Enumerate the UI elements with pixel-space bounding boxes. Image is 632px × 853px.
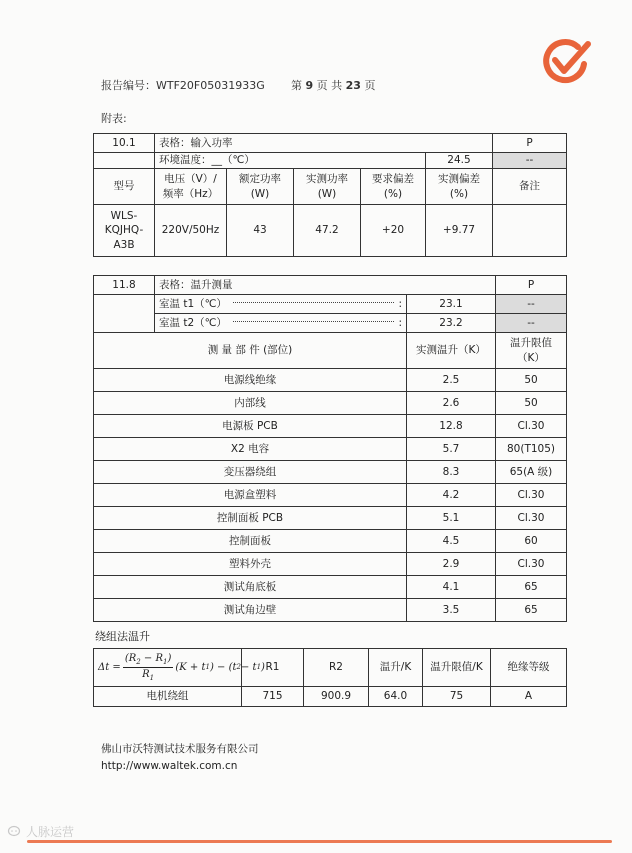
verdict: P — [493, 134, 567, 153]
watermark — [8, 823, 74, 840]
measured-rise: 4.5 — [407, 530, 496, 553]
report-number: WTF20F05031933G — [156, 79, 265, 92]
measured-deviation-value: +9.77 — [426, 205, 493, 257]
rise-limit: 80(T105) — [496, 438, 567, 461]
header-r1: R1 — [242, 649, 304, 687]
report-number-label: 报告编号： — [101, 79, 156, 92]
winding-formula: Δt = $\frac{(R_2 - R_1)}{R_1}$ (K + t 1 ) − (t 2 − t 1 ) — [94, 649, 242, 687]
ambient-temp-value: 24.5 — [426, 153, 493, 169]
table-row — [94, 392, 567, 415]
page-total: 23 — [345, 79, 361, 92]
table-row — [94, 599, 567, 622]
table-title: 表格：输入功率 — [155, 134, 493, 153]
header-rated-power: 额定功率 (W) — [227, 169, 294, 205]
measured-rise: 5.7 — [407, 438, 496, 461]
waltek-logo-icon — [540, 38, 594, 84]
table-row — [94, 576, 567, 599]
ambient-verdict: -- — [493, 153, 567, 169]
part-name: 电源板 PCB — [94, 415, 407, 438]
rise-limit: Cl.30 — [496, 507, 567, 530]
room-temp-t1-verdict: -- — [496, 295, 567, 314]
measured-rise: 5.1 — [407, 507, 496, 530]
table-row — [94, 553, 567, 576]
part-name: 测试角底板 — [94, 576, 407, 599]
page-indicator: 第 9 页 共 23 页 — [291, 79, 376, 92]
table-row — [94, 507, 567, 530]
rise-limit: 50 — [496, 369, 567, 392]
measured-rise: 4.2 — [407, 484, 496, 507]
chat-bubble-icon — [8, 826, 22, 838]
rise-limit: 60 — [496, 530, 567, 553]
header-rise: 温升/K — [369, 649, 423, 687]
header-insulation-class: 绝缘等级 — [491, 649, 567, 687]
table-row — [94, 369, 567, 392]
measured-rise: 4.1 — [407, 576, 496, 599]
winding-method-title: 绕组法温升 — [95, 630, 150, 643]
rise-limit: Cl.30 — [496, 415, 567, 438]
part-name: 测试角边壁 — [94, 599, 407, 622]
appendix-label: 附表: — [101, 112, 127, 125]
room-temp-t2-value: 23.2 — [407, 314, 496, 333]
limit-value: 75 — [423, 687, 491, 707]
bottom-accent-bar — [27, 840, 612, 843]
required-deviation-value: +20 — [361, 205, 426, 257]
measured-rise: 2.6 — [407, 392, 496, 415]
table-row — [94, 461, 567, 484]
rise-limit: 50 — [496, 392, 567, 415]
table-row — [94, 484, 567, 507]
room-temp-t2-label: 室温 t2（℃） — [159, 316, 227, 329]
page-current: 9 — [305, 79, 314, 92]
footer — [101, 741, 259, 775]
temperature-rise-table: 11.8 表格：温升测量 P 室温 t1（℃） : 23.1 -- 室温 t2（℃） : 23.2 -- 测 量 部 件 (部位) 实测温升（K） 温升限值（K） 电源线绝缘 2.5 50 内部线 2.6 50 电源板 PCB 12.8 Cl.30 X2 电容 5.7 80(T105) 变压器绕组 8.3 65(A 级) 电源盒塑料 4.2 Cl.30 控制面板 PCB 5.1 Cl.30 控制面板 4.5 60 塑料外壳 2.9 Cl.30 测试角底板 4.1 65 测试角边壁 3.5 65 — [93, 275, 567, 622]
table-row — [94, 438, 567, 461]
part-name: 控制面板 PCB — [94, 507, 407, 530]
rise-limit: 65 — [496, 599, 567, 622]
header-model: 型号 — [94, 169, 155, 205]
header-part: 测 量 部 件 (部位) — [94, 333, 407, 369]
part-name: 内部线 — [94, 392, 407, 415]
header-r2: R2 — [304, 649, 369, 687]
watermark-text: 人脉运营 — [26, 825, 75, 839]
header-remarks: 备注 — [493, 169, 567, 205]
measured-rise: 2.9 — [407, 553, 496, 576]
part-name: 电源线绝缘 — [94, 369, 407, 392]
room-temp-t1-value: 23.1 — [407, 295, 496, 314]
report-header — [101, 77, 376, 93]
header-limit: 温升限值/K — [423, 649, 491, 687]
header-measured-deviation: 实测偏差 (%) — [426, 169, 493, 205]
part-name: 塑料外壳 — [94, 553, 407, 576]
header-measured-rise: 实测温升（K） — [407, 333, 496, 369]
measured-rise: 12.8 — [407, 415, 496, 438]
part-name: X2 电容 — [94, 438, 407, 461]
input-power-table — [93, 133, 567, 257]
company-name: 佛山市沃特测试技术服务有限公司 — [101, 743, 259, 755]
ambient-temp-label: 环境温度：__（℃） — [155, 153, 426, 169]
header-measured-power: 实测功率 (W) — [294, 169, 361, 205]
clause-number: 11.8 — [94, 276, 155, 295]
header-required-deviation: 要求偏差 (%) — [361, 169, 426, 205]
clause-number: 10.1 — [94, 134, 155, 153]
measured-power-value: 47.2 — [294, 205, 361, 257]
company-url[interactable]: http://www.waltek.com.cn — [101, 760, 238, 772]
verdict: P — [496, 276, 567, 295]
rise-limit: Cl.30 — [496, 553, 567, 576]
measured-rise: 8.3 — [407, 461, 496, 484]
rise-limit: 65 — [496, 576, 567, 599]
remarks-value — [493, 205, 567, 257]
table-row — [94, 530, 567, 553]
table-title: 表格：温升测量 — [155, 276, 496, 295]
rise-limit: Cl.30 — [496, 484, 567, 507]
model-value: WLS-KQJHQ-A3B — [94, 205, 155, 257]
room-temp-t1-label: 室温 t1（℃） — [159, 297, 227, 310]
r1-value: 715 — [242, 687, 304, 707]
r2-value: 900.9 — [304, 687, 369, 707]
voltage-value: 220V/50Hz — [155, 205, 227, 257]
table-row — [94, 415, 567, 438]
part-name: 变压器绕组 — [94, 461, 407, 484]
measured-rise: 2.5 — [407, 369, 496, 392]
measured-rise: 3.5 — [407, 599, 496, 622]
room-temp-t2-verdict: -- — [496, 314, 567, 333]
rise-limit: 65(A 级) — [496, 461, 567, 484]
part-name: 电源盒塑料 — [94, 484, 407, 507]
winding-table — [93, 648, 567, 707]
rated-power-value: 43 — [227, 205, 294, 257]
winding-name: 电机绕组 — [94, 687, 242, 707]
header-voltage: 电压（V）/ 频率（Hz） — [155, 169, 227, 205]
header-rise-limit: 温升限值（K） — [496, 333, 567, 369]
part-name: 控制面板 — [94, 530, 407, 553]
rise-value: 64.0 — [369, 687, 423, 707]
insulation-class-value: A — [491, 687, 567, 707]
